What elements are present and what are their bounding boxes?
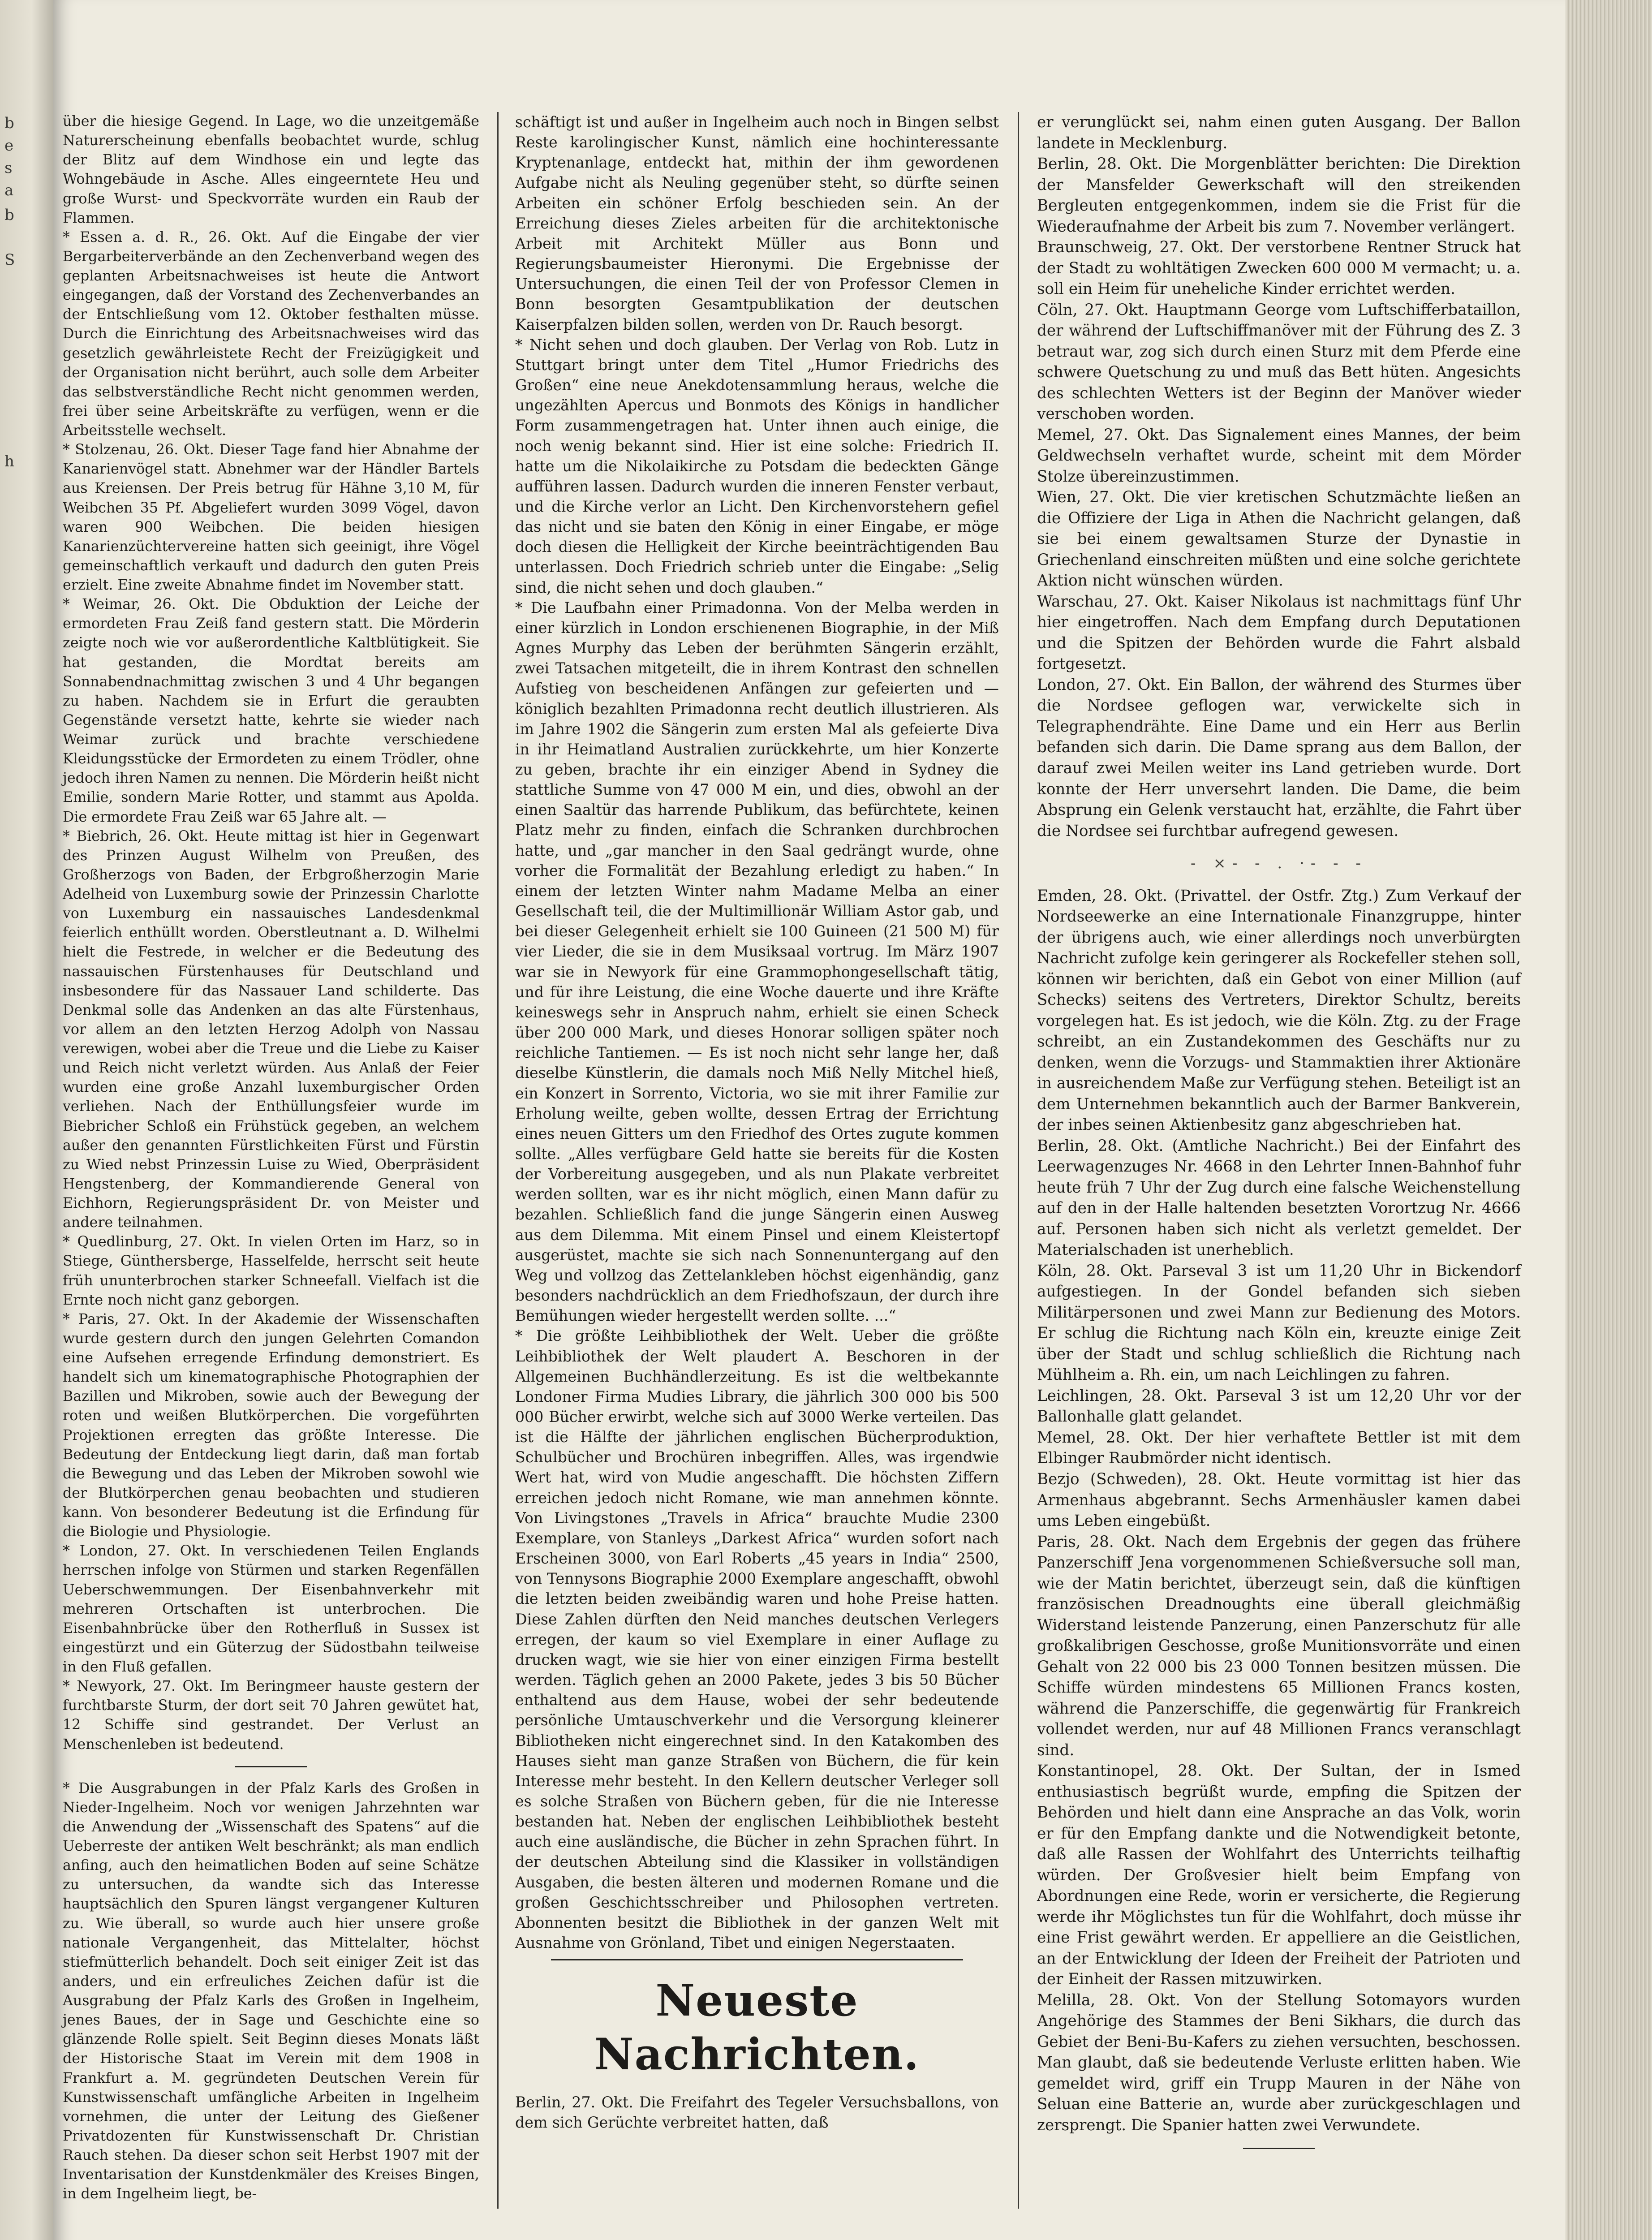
page-block-edge — [1566, 0, 1652, 2240]
margin-fragment: b — [4, 114, 14, 132]
margin-fragment: e — [4, 137, 14, 155]
feature-article: * Die Ausgrabungen in der Pfalz Karls des Großen in Nieder-Ingelheim. Noch vor wenigen Jahrzehnten war die Anwendung der „Wissenschaft des Spatens“ auf die Ueberreste der antiken Welt beschränkt; als man endlich anfing, auch den heimatlichen Boden auf seine Schätze zu untersuchen, da wandte sich das Interesse hauptsächlich den Spuren längst vergangener Kulturen zu. Wie überall, so wurde auch hier unsere große nationale Vergangenheit, das Mittelalter, höchst stiefmütterlich behandelt. Doch seit einiger Zeit ist das anders, und ein erfreuliches Zeichen dafür ist die Ausgrabung der Pfalz Karls des Großen in Ingelheim, jenes Baues, der in Sage und Geschichte eine so glänzende Rolle spielt. Seit Beginn dieses Monats läßt der Historische Staat im Verein mit dem 1908 in Frankfurt a. M. gegründeten Deutschen Verein für Kunstwissenschaft umfängliche Arbeiten in Ingelheim vornehmen, die unter der Leitung des Gießener Privatdozenten für Kunstwissenschaft Dr. Christian Rauch stehen. Da dieser schon seit Herbst 1907 mit der Inventarisation der Kunstdenkmäler des Kreises Bingen, in dem Ingelheim liegt, be- — [63, 1780, 479, 2202]
article-paragraph: * Biebrich, 26. Okt. Heute mittag ist hier in Gegenwart des Prinzen August Wilhelm von Preußen, des Großherzogs von Baden, der Erbgroßherzogin Marie Adelheid von Luxemburg sowie der Prinzessin Charlotte von Luxemburg ein nassauisches Landesdenkmal feierlich enthüllt worden. Oberstleutnant a. D. Wilhelmi hielt die Festrede, in welcher er die Bedeutung des nassauischen Fürstenhauses für Deutschland und insbesondere für das Nassauer Land schilderte. Das Denkmal solle das Andenken an das alte Fürstenhaus, vor allem an den letzten Herzog Adolph von Nassau verewigen, wobei aber die Treue und die Liebe zu Kaiser und Reich nicht verletzt würden. Aus Anlaß der Feier wurden eine große Anzahl luxemburgischer Orden verliehen. Nach der Enthüllungsfeier wurde im Biebricher Schloß ein Frühstück gegeben, an welchem außer den genannten Fürstlichkeiten Fürst und Fürstin zu Wied nebst Prinzessin Luise zu Wied, Oberpräsident Hengstenberg, der Kommandierende General von Eichhorn, Regierungspräsident Dr. von Meister und andere teilnahmen. — [63, 828, 479, 1231]
article-paragraph: * Weimar, 26. Okt. Die Obduktion der Leiche der ermordeten Frau Zeiß fand gestern statt. Die Mörderin zeigte noch wie vor außerordentliche Kaltblütigkeit. Sie hat gestanden, die Mordtat bereits am Sonnabendnachmittag zwischen 3 und 4 Uhr begangen zu haben. Nachdem sie in Erfurt die geraubten Gegenstände versetzt hatte, kehrte sie wieder nach Weimar zurück und brachte verschiedene Kleidungsstücke der Ermordeten zu einem Trödler, ohne jedoch ihren Namen zu nennen. Die Mörderin heißt nicht Emilie, sondern Marie Rotter, und stammt aus Apolda. Die ermordete Frau Zeiß war 65 Jahre alt. — — [63, 596, 479, 825]
margin-fragment: s — [4, 159, 13, 177]
margin-fragment: h — [4, 452, 14, 470]
news-item: Memel, 27. Okt. Das Signalement eines Mannes, der beim Geldwechseln verhaftet wurde, scheint mit dem Mörder Stolze übereinzustimmen. — [1037, 426, 1521, 486]
news-item: Konstantinopel, 28. Okt. Der Sultan, der in Ismed enthusiastisch begrüßt wurde, empfing die Spitzen der Behörden und hielt dann eine Ansprache an das Volk, worin er für den Empfang dankte und die Notwendigkeit betonte, daß alle Rassen der Wohlfahrt des Unterrichts teilhaftig würden. Der Großvesier hielt beim Empfang von Abordnungen eine Rede, worin er versicherte, die Regierung werde ihr Möglichstes tun für die Wohlfahrt, doch müsse ihr eine Frist gewährt werden. Er appelliere an die Geistlichen, an der Entwicklung der Ideen der Freiheit der Patrioten und der Einheit der Rassen mitzuwirken. — [1037, 1762, 1521, 1989]
news-item: Bezjo (Schweden), 28. Okt. Heute vormittag ist hier das Armenhaus abgebrannt. Sechs Armenhäusler kamen dabei ums Leben eingebüßt. — [1037, 1470, 1521, 1530]
article-paragraph: * Essen a. d. R., 26. Okt. Auf die Eingabe der vier Bergarbeiterverbände an den Zechenverband wegen des geplanten Arbeitsnachweises ist heute die Antwort eingegangen, daß der Vorstand des Zechenverbandes an der Entschließung vom 12. Oktober festhalten müsse. Durch die Einrichtung des Arbeitsnachweises wird das gesetzlich gewährleistete Recht der Freizügigkeit und der Organisation nicht berührt, auch solle dem Arbeiter das selbstverständliche Recht nicht genommen werden, frei über seine Arbeitskräfte zu verfügen, wenn er die Arbeitsstelle wechselt. — [63, 229, 479, 439]
heading-rule — [551, 1959, 963, 1960]
news-item: London, 27. Okt. Ein Ballon, der während des Sturmes über die Nordsee geflogen war, verwickelte sich in Telegraphendrähte. Eine Dame und ein Herr aus Berlin befanden sich darin. Die Dame sprang aus dem Ballon, der darauf zwei Meilen weiter ins Land getrieben wurde. Dort konnte der Herr unversehrt landen. Die Dame, die beim Absprung ein Gelenk verstaucht hat, erzählte, die Fahrt über die Nordsee sei furchtbar aufregend gewesen. — [1037, 676, 1521, 840]
news-item: Cöln, 27. Okt. Hauptmann George vom Luftschifferbataillon, der während der Luftschiffmanöver mit der Führung des Z. 3 betraut war, zog sich durch einen Sturz mit dem Pferde eine schwere Quetschung zu und muß das Bett hüten. Angesichts des schlechten Wetters ist der Beginn der Manöver wieder verschoben worden. — [1037, 301, 1521, 423]
column-3 — [1037, 112, 1521, 2161]
column-rule — [1018, 112, 1019, 2209]
news-item: Berlin, 28. Okt. (Amtliche Nachricht.) Bei der Einfahrt des Leerwagenzuges Nr. 4668 in den Lehrter Innen-Bahnhof fuhr heute früh 7 Uhr der Zug durch eine falsche Weichenstellung auf den in der Halle haltenden besetzten Vorortzug Nr. 4666 auf. Personen haben sich nicht als verletzt gemeldet. Der Materialschaden ist unerheblich. — [1037, 1137, 1521, 1259]
margin-fragment: S — [4, 251, 15, 269]
article-paragraph: * Die größte Leihbibliothek der Welt. Ueber die größte Leihbibliothek der Welt plaudert A. Beschoren in der Allgemeinen Buchhändlerzeitung. Es ist die weltbekannte Londoner Firma Mudies Library, die jährlich 300 000 bis 500 000 Bücher erwirbt, welche sich auf 3000 Werke verteilen. Das ist die Hälfte der jährlichen englischen Bücherproduktion, Schulbücher und Brochüren inbegriffen. Alles, was irgendwie Wert hat, wird von Mudie angeschafft. Die höchsten Ziffern erreichen jedoch nicht Romane, wie man annehmen könnte. Von Livingstones „Travels in Africa“ brauchte Mudie 2300 Exemplare, von Stanleys „Darkest Africa“ wurden sofort nach Erscheinen 3000, von Earl Roberts „45 years in India“ 2500, von Tennysons Biographie 2000 Exemplare angeschafft, obwohl die letzten beiden zweibändig waren und hohe Preise hatten. Diese Zahlen dürften den Neid manches deutschen Verlegers erregen, der kaum so viel Exemplare in einer Auflage zu drucken wagt, wie sie hier von einer einzigen Firma bestellt werden. Täglich gehen an 2000 Pakete, jedes 3 bis 50 Bücher enthaltend aus dem Hause, wobei der sehr bedeutende persönliche Umtauschverkehr und die Versorgung kleinerer Bibliotheken nicht eingerechnet sind. In den Katakomben des Hauses sieht man ganze Straßen von Büchern, die für kein Interesse mehr besteht. In den Kellern deutscher Verleger soll es solche Straßen von Büchern geben, für die nie Interesse bestanden hat. Neben der englischen Leihbibliothek besteht auch eine ausländische, die Bücher in zehn Sprachen führt. In der deutschen Abteilung sind die Klassiker in vollständigen Ausgaben, die besten älteren und modernen Romane und die großen Geschichtsschreiber und Philosophen vertreten. Abonnenten besitzt die Bibliothek in der ganzen Welt mit Ausnahme von Grönland, Tibet und einigen Negerstaaten. — [515, 1327, 999, 1952]
end-rule — [1243, 2148, 1315, 2149]
article-paragraph: schäftigt ist und außer in Ingelheim auch noch in Bingen selbst Reste karolingischer Kunst, nämlich eine hochinteressante Kryptenanlage, entdeckt hat, mithin der ihm gewordenen Aufgabe nicht als Neuling gegenüber steht, so dürfte seinen Arbeiten ein schöner Erfolg beschieden sein. An der Erreichung dieses Zieles arbeiten für die architektonische Arbeit mit Architekt Müller aus Bonn und Regierungsbaumeister Hieronymi. Die Ergebnisse der Untersuchungen, die einen Teil der von Professor Clemen in Bonn besorgten Gesamtpublikation der deutschen Kaiserpfalzen bilden sollen, werden von Dr. Rauch besorgt. — [515, 113, 999, 333]
news-item: Paris, 28. Okt. Nach dem Ergebnis der gegen das frühere Panzerschiff Jena vorgenommenen Schießversuche soll man, wie der Matin berichtet, überzeugt sein, daß die künftigen französischen Dreadnoughts eine überall gleichmäßig Widerstand leistende Panzerung, einen Panzerschutz für alle großkalibrigen Geschosse, große Munitionsvorräte und einen Gehalt von 22 000 bis 23 000 Tonnen besitzen müssen. Die Schiffe würden mindestens 65 Millionen Francs kosten, während die Panzerschiffe, die gegenwärtig für Frankreich vollendet werden, nur auf 48 Millionen Francs veranschlagt sind. — [1037, 1533, 1521, 1759]
news-item: Wien, 27. Okt. Die vier kretischen Schutzmächte ließen an die Offiziere der Liga in Athen die Nachricht gelangen, daß sie bei einem gewaltsamen Sturze der Dynastie in Griechenland einschreiten müßten und eine solche gerichtete Aktion nicht wünschen würden. — [1037, 488, 1521, 590]
decorative-divider: - ×- - . ·- - - — [1191, 854, 1367, 873]
column-1 — [63, 112, 479, 2204]
margin-fragment: a — [4, 181, 14, 199]
article-paragraph: * Stolzenau, 26. Okt. Dieser Tage fand hier Abnahme der Kanarienvögel statt. Abnehmer war der Händler Bartels aus Kreiensen. Der Preis betrug für Hähne 3,10 M, für Weibchen 35 Pf. Abgeliefert wurden 3099 Vögel, davon waren 900 Weibchen. Die beiden hiesigen Kanarienzüchtervereine hatten sich geeinigt, ihre Vögel gemeinschaftlich verkauft und dadurch den guten Preis erzielt. Eine zweite Abnahme findet im November statt. — [63, 442, 479, 593]
article-paragraph: * Nicht sehen und doch glauben. Der Verlag von Rob. Lutz in Stuttgart bringt unter dem Titel „Humor Friedrichs des Großen“ eine neue Anekdotensammlung heraus, welche die ungezählten Apercus und Bonmots des Königs in handlicher Form zusammengetragen hat. Unter ihnen auch einige, die noch wenig bekannt sind. Hier ist eine solche: Friedrich II. hatte um die Nikolaikirche zu Potsdam die bedeckten Gänge aufführen lassen. Dadurch wurden die inneren Fenster verbaut, und die Kirche verlor an Licht. Den Kirchenvorstehern gefiel das nicht und sie baten den König in einer Eingabe, er möge doch diesen die Helligkeit der Kirche beeinträchtigenden Bau unterlassen. Doch Friedrich schrieb unter die Eingabe: „Selig sind, die nicht sehen und doch glauben.“ — [515, 336, 999, 596]
article-paragraph: * Die Laufbahn einer Primadonna. Von der Melba werden in einer kürzlich in London erschienenen Biographie, in der Miß Agnes Murphy das Leben der berühmten Sängerin erzählt, zwei Tatsachen mitgeteilt, die in ihrem Kontrast den schnellen Aufstieg von bescheidenen Anfängen zur gefeierten und — königlich bezahlten Primadonna recht deutlich illustrieren. Als im Jahre 1902 die Sängerin zum ersten Mal als gefeierte Diva in ihr Heimatland Australien zurückkehrte, um hier Konzerte zu geben, brachte ihr ein einziger Abend in Sydney die stattliche Summe von 47 000 M ein, und dies, obwohl an der einen Saaltür das harrende Publikum, das befürchtete, keinen Platz mehr zu finden, einfach die Schranken durchbrochen hatte, und „gar mancher in den Saal gedrängt wurde, ohne vorher die Formalität der Bezahlung erledigt zu haben.“ In einem der letzten Winter nahm Madame Melba an einer Gesellschaft teil, die der Multimillionär William Astor gab, und bei dieser Gelegenheit erhielt sie 100 Guineen (21 500 M) für vier Lieder, die sie in dem Musiksaal vortrug. Im März 1907 war sie in Newyork für eine Grammophongesellschaft tätig, und für ihre Leistung, die eine Woche dauerte und ihre Kräfte keineswegs sehr in Anspruch nahm, erhielt sie einen Scheck über 200 000 Mark, und dieses Honorar solligen später noch reichliche Tantiemen. — Es ist noch nicht sehr lange her, daß dieselbe Künstlerin, die damals noch Miß Nelly Mitchel hieß, ein Konzert in Sorrento, Victoria, wo sie mit ihrer Familie zur Erholung weilte, geben wollte, dessen Ertrag der Errichtung eines neuen Gitters um den Friedhof des Ortes zugute kommen sollte. „Alles verfügbare Geld hatte sie bereits für die Kosten der Vorbereitung ausgegeben, und als nun Plakate verbreitet werden sollten, war es ihr nicht möglich, einen Mann dafür zu bezahlen. Schließlich fand die junge Sängerin einen Ausweg aus dem Dilemma. Mit einem Pinsel und einem Kleistertopf ausgerüstet, machte sie sich nach Sonnenuntergang auf den Weg und vollzog das Zettelankleben höchst eigenhändig, ganz besonders nachdrücklich an dem Friedhofszaun, der durch ihre Bemühungen wieder hergestellt werden sollte. ...“ — [515, 599, 999, 1325]
margin-fragment: b — [4, 206, 14, 224]
news-item: Berlin, 27. Okt. Die Freifahrt des Tegeler Versuchsballons, von dem sich Gerüchte verbreitet hatten, daß — [515, 2094, 999, 2132]
news-item: Memel, 28. Okt. Der hier verhaftete Bettler ist mit dem Elbinger Raubmörder nicht identisch. — [1037, 1428, 1521, 1468]
news-item: Emden, 28. Okt. (Privattel. der Ostfr. Ztg.) Zum Verkauf der Nordseewerke an eine Internationale Finanzgruppe, hinter der übrigens auch, wie einer allerdings noch unverbürgten Nachricht zufolge kein geringerer als Rockefeller stehen soll, können wir berichten, daß ein Gebot von einer Million (auf Schecks) seitens des Vertreters, Direktor Schultz, bereits vorgelegen hat. Es ist jedoch, wie die Köln. Ztg. zu der Frage schreibt, an ein Zustandekommen des Geschäfts nur zu denken, wenn die Vorzugs- und Stammaktien ihrer Aktionäre in ausreichendem Maße zur Verfügung stehen. Beteiligt ist an dem Unternehmen bekanntlich auch der Barmer Bankverein, der inbes seinen Aktienbesitz ganz abgeschrieben hat. — [1037, 887, 1521, 1134]
news-item: Braunschweig, 27. Okt. Der verstorbene Rentner Struck hat der Stadt zu wohltätigen Zwecken 600 000 M vermacht; u. a. soll ein Heim für uneheliche Kinder errichtet werden. — [1037, 238, 1521, 298]
facing-page-edge — [0, 0, 53, 2240]
news-item: Köln, 28. Okt. Parseval 3 ist um 11,20 Uhr in Bickendorf aufgestiegen. In der Gondel befanden sich sieben Militärpersonen und zwei Mann zur Bedienung des Motors. Er schlug die Richtung nach Köln ein, kreuzte einige Zeit über der Stadt und schlug schließlich die Richtung nach Mühlheim a. Rh. ein, um nach Leichlingen zu fahren. — [1037, 1262, 1521, 1384]
news-item: Leichlingen, 28. Okt. Parseval 3 ist um 12,20 Uhr vor der Ballonhalle glatt gelandet. — [1037, 1387, 1521, 1426]
section-divider — [235, 1766, 307, 1767]
news-item: Warschau, 27. Okt. Kaiser Nikolaus ist nachmittags fünf Uhr hier eingetroffen. Nach dem Empfang durch Deputationen und die Spitzen der Behörden wurde die Fahrt alsbald fortgesetzt. — [1037, 592, 1521, 673]
news-item: Melilla, 28. Okt. Von der Stellung Sotomayors wurden Angehörige des Stammes der Beni Sikhars, die durch das Gebiet der Beni-Bu-Kafers zu ziehen versuchten, beschossen. Man glaubt, daß sie bedeutende Verluste erlitten haben. Wie gemeldet wird, griff ein Trupp Mauren in der Nähe von Seluan eine Batterie an, wurde aber zurückgeschlagen und zersprengt. Die Spanier hatten zwei Verwundete. — [1037, 1991, 1521, 2134]
article-paragraph: über die hiesige Gegend. In Lage, wo die unzeitgemäße Naturerscheinung ebenfalls beobachtet wurde, schlug der Blitz auf dem Windhose ein und legte das Wohngebäude in Asche. Alles eingeerntete Heu und große Wurst- und Speckvorräte wurden ein Raub der Flammen. — [63, 113, 479, 226]
article-paragraph: * Quedlinburg, 27. Okt. In vielen Orten im Harz, so in Stiege, Günthersberge, Hasselfelde, herrscht seit heute früh ununterbrochen starker Schneefall. Vielfach ist die Ernte noch nicht ganz geborgen. — [63, 1234, 479, 1308]
article-paragraph: * London, 27. Okt. In verschiedenen Teilen Englands herrschen infolge von Stürmen und starken Regenfällen Ueberschwemmungen. Der Eisenbahnverkehr mit mehreren Ortschaften ist unterbrochen. Die Eisenbahnbrücke über den Rotherfluß in Sussex ist eingestürzt und ein Güterzug der Südostbahn teilweise in den Fluß gefallen. — [63, 1543, 479, 1675]
article-paragraph: * Paris, 27. Okt. In der Akademie der Wissenschaften wurde gestern durch den jungen Gelehrten Comandon eine Aufsehen erregende Erfindung demonstriert. Es handelt sich um kinematographische Photographien der Bazillen und Mikroben, sowie auch der Bewegung der roten und weißen Blutkörperchen. Die vorgeführten Projektionen erregten das größte Interesse. Die Bedeutung der Entdeckung liegt darin, daß man fortab die Bewegung und das Leben der Mikroben sowohl wie der Blutkörperchen genau beobachten und studieren kann. Von besonderer Bedeutung ist die Erfindung für die Biologie und Physiologie. — [63, 1311, 479, 1540]
news-item: er verunglückt sei, nahm einen guten Ausgang. Der Ballon landete in Mecklenburg. — [1037, 113, 1521, 152]
column-2 — [515, 112, 999, 2133]
article-paragraph: * Newyork, 27. Okt. Im Beringmeer hauste gestern der furchtbarste Sturm, der dort seit 70 Jahren gewütet hat, 12 Schiffe sind gestrandet. Der Verlust an Menschenleben ist bedeutend. — [63, 1678, 479, 1753]
column-rule — [497, 112, 499, 2209]
news-item: Berlin, 28. Okt. Die Morgenblätter berichten: Die Direktion der Mansfelder Gewerkschaft will den streikenden Bergleuten entgegenkommen, indem sie die Frist für die Wiederaufnahme der Arbeit bis zum 7. November verlängert. — [1037, 155, 1521, 236]
section-heading: Neueste Nachrichten. — [594, 1975, 920, 2080]
